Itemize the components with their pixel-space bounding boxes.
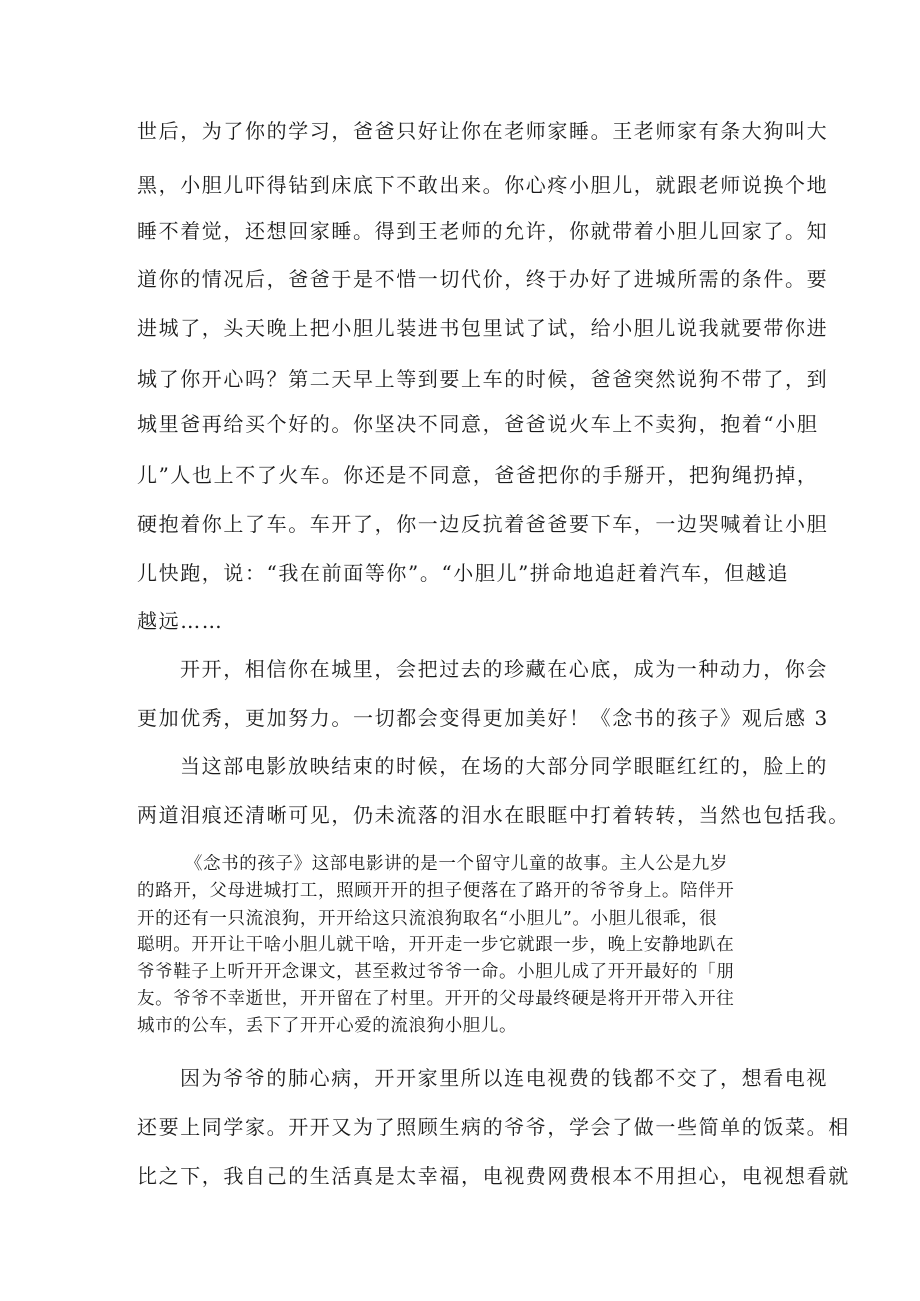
paragraph-3-line-2: 两道泪痕还清晰可见，仍未流落的泪水在眼眶中打着转转，当然也包括我。: [137, 803, 850, 827]
paragraph-5-line-3: 比之下，我自己的生活真是太幸福，电视费网费根本不用担心，电视想看就: [137, 1164, 850, 1188]
paragraph-1-line-5: 进城了，头天晚上把小胆儿装进书包里试了试，给小胆儿说我就要带你进: [137, 316, 829, 340]
paragraph-4-line-7: 城市的公车，丢下了开开心爱的流浪狗小胆儿。: [137, 1016, 518, 1036]
paragraph-2-line-1: 开开，相信你在城里，会把过去的珍藏在心底，成为一种动力，你会: [180, 657, 828, 681]
paragraph-4-line-3: 开的还有一只流浪狗，开开给这只流浪狗取名“小胆儿”。小胆儿很乖，很: [137, 909, 718, 929]
paragraph-4-line-1: 《念书的孩子》这部电影讲的是一个留守儿童的故事。主人公是九岁: [185, 854, 728, 874]
paragraph-1-line-6: 城了你开心吗？第二天早上等到要上车的时候，爸爸突然说狗不带了，到: [137, 367, 829, 391]
paragraph-1-line-10: 儿快跑，说：“我在前面等你”。“小胆儿”拼命地追赶着汽车，但越追: [137, 561, 790, 585]
paragraph-4-line-5: 爷爷鞋子上听开开念课文，甚至救过爷爷一命。小胆儿成了开开最好的「朋: [137, 962, 735, 982]
paragraph-4-line-4: 聪明。开开让干啥小胆儿就干啥，开开走一步它就跟一步，晚上安静地趴在: [137, 935, 735, 955]
paragraph-1-line-9: 硬抱着你上了车。车开了，你一边反抗着爸爸要下车，一边哭喊着让小胆: [137, 512, 829, 536]
paragraph-1-line-2: 黑，小胆儿吓得钻到床底下不敢出来。你心疼小胆儿，就跟老师说换个地: [137, 173, 829, 197]
paragraph-4-line-2: 的路开，父母进城打工，照顾开开的担子便落在了路开的爷爷身上。陪伴开: [137, 881, 735, 901]
paragraph-2-line-2: 更加优秀，更加努力。一切都会变得更加美好！《念书的孩子》观后感 3: [137, 706, 829, 730]
paragraph-1-line-4: 道你的情况后，爸爸于是不惜一切代价，终于办好了进城所需的条件。要: [137, 267, 829, 291]
paragraph-3-line-1: 当这部电影放映结束的时候，在场的大部分同学眼眶红红的，脸上的: [180, 754, 828, 778]
paragraph-5-line-2: 还要上同学家。开开又为了照顾生病的爷爷，学会了做一些简单的饭菜。相: [137, 1115, 850, 1139]
paragraph-1-line-8: 儿”人也上不了火车。你还是不同意，爸爸把你的手掰开，把狗绳扔掉，: [137, 463, 819, 487]
paragraph-1-line-7: 城里爸再给买个好的。你坚决不同意，爸爸说火车上不卖狗，抱着“小胆: [137, 412, 819, 436]
paragraph-4-line-6: 友。爷爷不幸逝世，开开留在了村里。开开的父母最终硬是将开开带入开往: [137, 989, 735, 1009]
paragraph-1-line-11: 越远……: [137, 609, 224, 633]
paragraph-1-line-1: 世后，为了你的学习，爸爸只好让你在老师家睡。王老师家有条大狗叫大: [137, 119, 829, 143]
paragraph-5-line-1: 因为爷爷的肺心病，开开家里所以连电视费的钱都不交了，想看电视: [180, 1066, 828, 1090]
paragraph-1-line-3: 睡不着觉，还想回家睡。得到王老师的允许，你就带着小胆儿回家了。知: [137, 219, 829, 243]
